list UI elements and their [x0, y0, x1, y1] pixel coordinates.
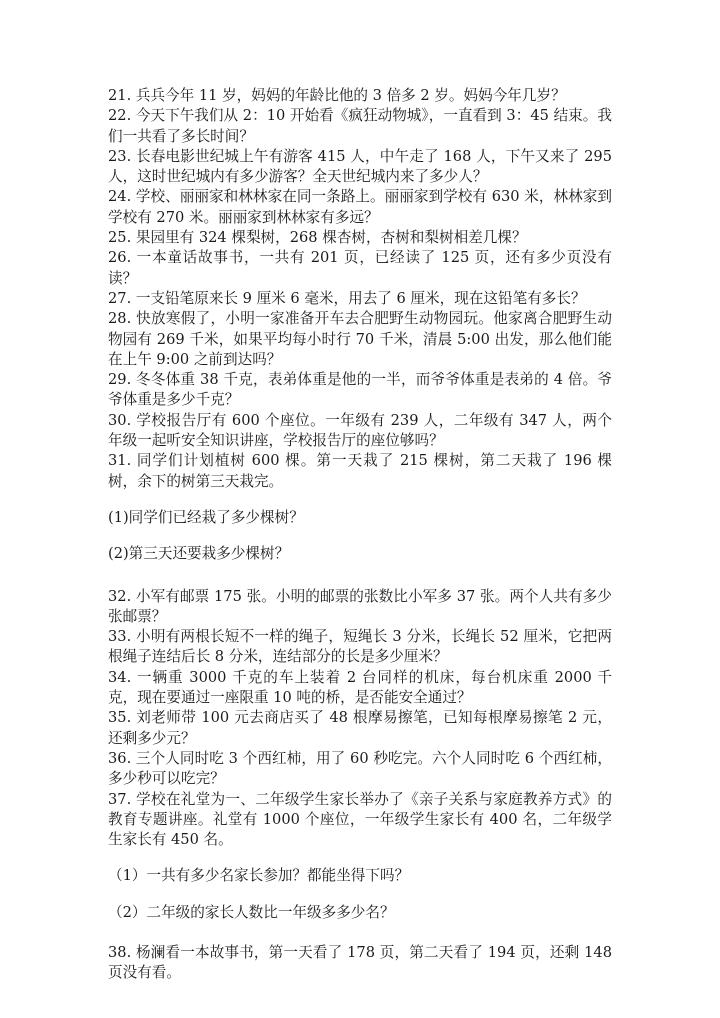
spacer: [108, 565, 612, 587]
worksheet-page: [108, 86, 612, 984]
question-31-part-2: (2)第三天还要栽多少棵树？: [108, 545, 290, 563]
spacer: [108, 887, 612, 903]
question-21: 21. 兵兵今年 11 岁，妈妈的年龄比他的 3 倍多 2 岁。妈妈今年几岁？: [108, 87, 566, 104]
question-37-part-1: （1）一共有多少名家长参加？都能坐得下吗？: [108, 867, 410, 885]
spacer: [108, 492, 612, 508]
question-32: 32. 小军有邮票 175 张。小明的邮票的张数比小军多 37 张。两个人共有多少张邮票？: [108, 587, 612, 625]
question-24: 24. 学校、丽丽家和林林家在同一条路上。丽丽家到学校有 630 米，林林家到学校有 270 米。丽丽家到林林家有多远？: [108, 188, 612, 226]
question-30: 30. 学校报告厅有 600 个座位。一年级有 239 人，二年级有 347 人，两个年级一起听安全知识讲座，学校报告厅的座位够吗？: [108, 411, 612, 450]
question-29: 29. 冬冬体重 38 千克，表弟体重是他的一半，而爷爷体重是表弟的 4 倍。爷爷体重是多少千克？: [108, 371, 612, 409]
spacer: [108, 850, 612, 866]
question-22: 22. 今天下午我们从 2：10 开始看《疯狂动物城》，一直看到 3：45 结束。我们一共看了多长时间？: [108, 107, 612, 145]
question-28: 28. 快放寒假了，小明一家准备开车去合肥野生动物园玩。他家离合肥野生动物园有 269 千米，如果平均每小时行 70 千米，清晨 5:00 出发，那么他们能在上午 9:00 之前到达吗？: [108, 310, 612, 368]
spacer: [108, 923, 612, 943]
question-37: 37. 学校在礼堂为一、二年级学生家长举办了《亲子关系与家庭教养方式》的教育专题讲座。礼堂有 1000 个座位，一年级学生家长有 400 名，二年级学生家长有 450 名。: [108, 790, 612, 849]
question-31: 31. 同学们计划植树 600 棵。第一天栽了 215 棵树，第二天栽了 196 棵树，余下的树第三天栽完。: [108, 452, 612, 490]
question-38: 38. 杨澜看一本故事书，第一天看了 178 页，第二天看了 194 页，还剩 148 页没有看。: [108, 943, 612, 982]
spacer: [108, 528, 612, 544]
question-35: 35. 刘老师带 100 元去商店买了 48 根摩易擦笔，已知每根摩易擦笔 2 元，还剩多少元？: [108, 709, 612, 747]
question-25: 25. 果园里有 324 棵梨树，268 棵杏树，杏树和梨树相差几棵？: [108, 229, 527, 247]
question-27: 27. 一支铅笔原来长 9 厘米 6 毫米，用去了 6 厘米，现在这铅笔有多长？: [108, 289, 586, 307]
question-23: 23. 长春电影世纪城上午有游客 415 人，中午走了 168 人，下午又来了 295 人，这时世纪城内有多少游客？全天世纪城内来了多少人？: [108, 147, 612, 186]
question-26: 26. 一本童话故事书，一共有 201 页，已经读了 125 页，还有多少页没有读？: [108, 249, 612, 287]
question-37-part-2: （2）二年级的家长人数比一年级多多少名？: [108, 903, 395, 921]
question-36: 36. 三个人同时吃 3 个西红柿，用了 60 秒吃完。六个人同时吃 6 个西红柿，多少秒可以吃完？: [108, 749, 612, 788]
question-31-part-1: (1)同学们已经栽了多少棵树？: [108, 508, 304, 526]
question-33: 33. 小明有两根长短不一样的绳子，短绳长 3 分米，长绳长 52 厘米，它把两根绳子连结后长 8 分米，连结部分的长是多少厘米？: [108, 628, 612, 666]
question-34: 34. 一辆重 3000 千克的车上装着 2 台同样的机床，每台机床重 2000 千克，现在要通过一座限重 10 吨的桥，是否能安全通过？: [108, 668, 612, 707]
